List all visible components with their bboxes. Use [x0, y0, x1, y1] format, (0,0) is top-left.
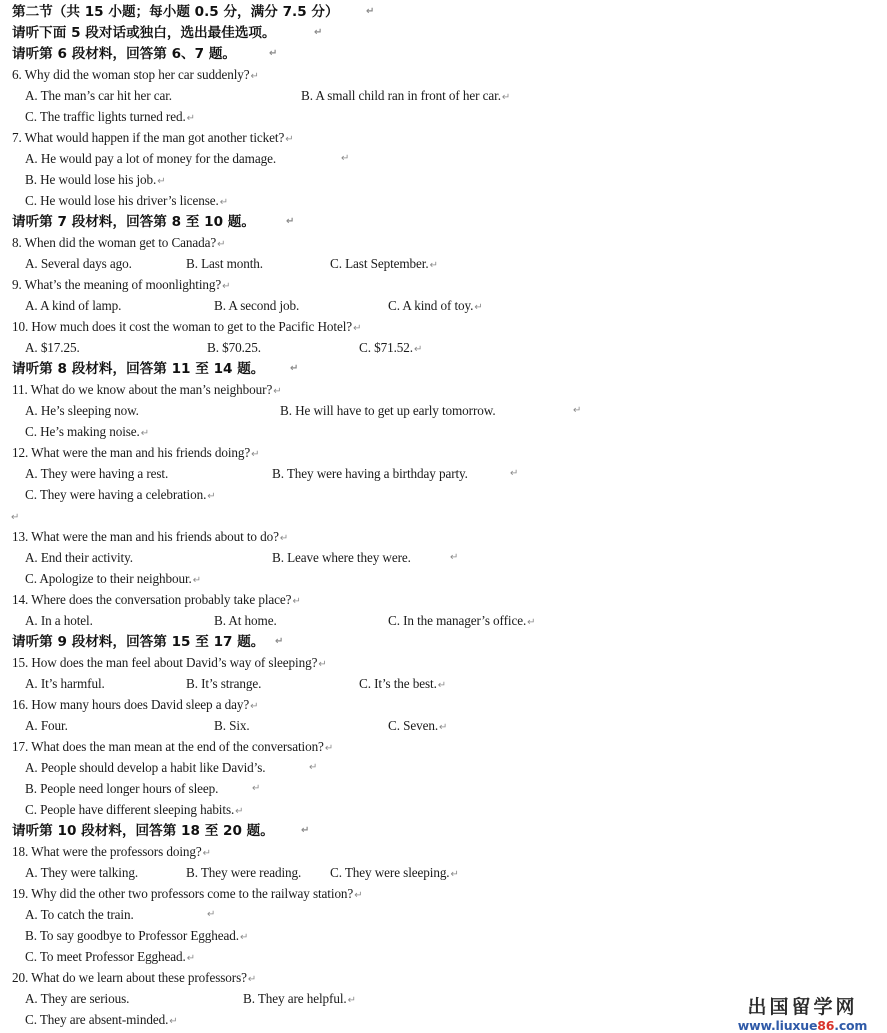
answer-option	[214, 717, 250, 735]
answer-option	[25, 486, 216, 506]
heading-text: 请听下面 5 段对话或独白，选出最佳选项。	[12, 25, 276, 41]
answer-option	[25, 864, 138, 882]
option-text: C. He would lose his driver’s license.	[25, 193, 219, 208]
question-stem	[12, 129, 294, 147]
question-text: 20. What do we learn about these professors?	[12, 970, 247, 985]
heading-text: 请听第 7 段材料，回答第 8 至 10 题。	[12, 214, 255, 230]
answer-options-row	[0, 717, 887, 735]
option-text: B. At home.	[214, 613, 277, 628]
answer-option	[186, 675, 261, 693]
question-stem	[12, 318, 361, 336]
heading-text: 请听第 8 段材料，回答第 11 至 14 题。	[12, 361, 265, 377]
paragraph-mark-icon: ↵	[292, 596, 301, 607]
answer-options-row	[0, 675, 887, 693]
paragraph-mark-icon: ↵	[250, 71, 259, 82]
answer-option	[388, 717, 447, 737]
paragraph-mark-icon: ↵	[251, 449, 260, 460]
paragraph-mark-icon: ↵	[140, 428, 150, 439]
answer-options-row	[0, 192, 887, 210]
paragraph-mark-icon: ↵	[324, 743, 334, 754]
answer-option	[25, 780, 218, 798]
paragraph-mark-icon: ↵	[186, 113, 195, 124]
question-text: 15. How does the man feel about David’s way of sleeping?	[12, 655, 318, 670]
option-text: C. A kind of toy.	[388, 298, 474, 313]
answer-option	[25, 549, 133, 567]
question-text: 16. How many hours does David sleep a day?	[12, 697, 250, 712]
answer-options-row	[0, 927, 887, 945]
option-text: C. He’s making noise.	[25, 424, 140, 439]
answer-options-row	[0, 150, 887, 168]
answer-option	[272, 549, 411, 567]
option-text: B. They are helpful.	[243, 991, 347, 1006]
paragraph-mark-icon: ↵	[273, 386, 282, 397]
section-heading	[12, 633, 284, 651]
paragraph-mark-icon: ↵	[202, 848, 211, 859]
question-text: 12. What were the man and his friends doing?	[12, 445, 251, 460]
answer-option	[25, 717, 68, 735]
question-stem	[12, 843, 211, 861]
paragraph-mark-icon: ↵	[318, 659, 327, 670]
option-text: C. The traffic lights turned red.	[25, 109, 186, 124]
paragraph-mark-icon: ↵	[11, 512, 20, 523]
answer-options-row	[0, 612, 887, 630]
answer-options-row	[0, 171, 887, 189]
section-heading	[12, 213, 295, 231]
option-text: B. It’s strange.	[186, 676, 262, 691]
option-text: C. Last September.	[330, 256, 429, 271]
option-text: A. He would pay a lot of money for the damage.	[25, 151, 277, 166]
answer-options-row	[0, 423, 887, 441]
question-text: 10. How much does it cost the woman to get to the Pacific Hotel?	[12, 319, 353, 334]
paragraph-mark-icon: ↵	[439, 722, 448, 733]
paragraph-mark-icon: ↵	[353, 323, 362, 334]
question-stem	[12, 654, 327, 672]
answer-options-row	[0, 402, 887, 420]
option-text: C. They were having a celebration.	[25, 487, 207, 502]
answer-options-row	[0, 486, 887, 504]
paragraph-mark-icon: ↵	[573, 405, 582, 416]
option-text: C. $71.52.	[359, 340, 413, 355]
answer-option	[25, 171, 166, 191]
answer-option	[388, 297, 483, 317]
paragraph-mark-icon: ↵	[314, 27, 323, 38]
option-text: B. $70.25.	[207, 340, 261, 355]
question-text: 9. What’s the meaning of moonlighting?	[12, 277, 222, 292]
answer-options-row	[0, 87, 887, 105]
heading-text: 第二节（共 15 小题；每小题 0.5 分，满分 7.5 分）	[12, 4, 339, 20]
blank-line	[10, 507, 19, 525]
section-heading	[12, 3, 375, 21]
option-text: B. To say goodbye to Professor Egghead.	[25, 928, 239, 943]
question-stem	[12, 885, 362, 903]
option-text: C. Apologize to their neighbour.	[25, 571, 192, 586]
answer-options-row	[0, 759, 887, 777]
option-text: B. A second job.	[214, 298, 300, 313]
paragraph-mark-icon: ↵	[269, 48, 278, 59]
answer-options-row	[0, 864, 887, 882]
question-text: 6. Why did the woman stop her car suddenly?	[12, 67, 250, 82]
question-stem	[12, 234, 225, 252]
answer-option	[207, 339, 261, 357]
option-text: B. Last month.	[186, 256, 263, 271]
question-text: 18. What were the professors doing?	[12, 844, 202, 859]
question-text: 8. When did the woman get to Canada?	[12, 235, 217, 250]
watermark-url-suffix: .com	[834, 1018, 868, 1033]
section-heading	[12, 822, 310, 840]
paragraph-mark-icon: ↵	[450, 869, 459, 880]
section-heading	[12, 45, 278, 63]
paragraph-mark-icon: ↵	[219, 197, 229, 208]
paragraph-mark-icon: ↵	[192, 575, 202, 586]
answer-option	[214, 297, 299, 315]
paragraph-mark-icon: ↵	[413, 344, 423, 355]
option-text: A. People should develop a habit like David’s.	[25, 760, 266, 775]
answer-options-row	[0, 549, 887, 567]
answer-options-row	[0, 801, 887, 819]
question-stem	[12, 738, 333, 756]
paragraph-mark-icon: ↵	[239, 932, 249, 943]
question-stem	[12, 66, 259, 84]
question-stem	[12, 696, 258, 714]
paragraph-mark-icon: ↵	[207, 491, 216, 502]
answer-option	[25, 948, 195, 968]
answer-option	[25, 927, 248, 947]
answer-option	[25, 108, 195, 128]
option-text: B. He would lose his job.	[25, 172, 157, 187]
answer-option	[280, 402, 496, 420]
paragraph-mark-icon: ↵	[366, 6, 375, 17]
question-text: 11. What do we know about the man’s neighbour?	[12, 382, 273, 397]
answer-options-row	[0, 297, 887, 315]
question-stem	[12, 969, 256, 987]
heading-text: 请听第 6 段材料，回答第 6、7 题。	[12, 46, 237, 62]
answer-option	[25, 906, 134, 924]
answer-options-row	[0, 108, 887, 126]
answer-option	[25, 423, 149, 443]
paragraph-mark-icon: ↵	[169, 1016, 178, 1027]
question-text: 17. What does the man mean at the end of the conversation?	[12, 739, 324, 754]
paragraph-mark-icon: ↵	[450, 552, 459, 563]
paragraph-mark-icon: ↵	[347, 995, 356, 1006]
answer-option	[25, 150, 276, 168]
paragraph-mark-icon: ↵	[217, 239, 226, 250]
option-text: B. He will have to get up early tomorrow.	[280, 403, 496, 418]
answer-option	[272, 465, 468, 483]
option-text: A. Several days ago.	[25, 256, 132, 271]
paragraph-mark-icon: ↵	[501, 92, 511, 103]
answer-option	[25, 759, 265, 777]
paragraph-mark-icon: ↵	[157, 176, 166, 187]
paragraph-mark-icon: ↵	[186, 953, 196, 964]
answer-option	[25, 801, 243, 821]
paragraph-mark-icon: ↵	[285, 134, 294, 145]
answer-option	[186, 255, 263, 273]
watermark-site-name: 出国留学网	[747, 996, 858, 1018]
answer-options-row	[0, 906, 887, 924]
answer-option	[25, 402, 139, 420]
answer-option	[25, 465, 168, 483]
paragraph-mark-icon: ↵	[354, 890, 363, 901]
answer-option	[243, 990, 356, 1010]
answer-option	[25, 570, 201, 590]
answer-option	[25, 1011, 178, 1031]
paragraph-mark-icon: ↵	[279, 533, 289, 544]
option-text: A. In a hotel.	[25, 613, 93, 628]
question-stem	[12, 444, 259, 462]
option-text: C. To meet Professor Egghead.	[25, 949, 186, 964]
answer-options-row	[0, 339, 887, 357]
answer-option	[359, 339, 422, 359]
option-text: C. People have different sleeping habits.	[25, 802, 235, 817]
question-stem	[12, 276, 230, 294]
option-text: A. $17.25.	[25, 340, 80, 355]
answer-option	[25, 675, 105, 693]
paragraph-mark-icon: ↵	[207, 909, 216, 920]
answer-option	[25, 297, 121, 315]
option-text: B. They were reading.	[186, 865, 302, 880]
heading-text: 请听第 10 段材料，回答第 18 至 20 题。	[12, 823, 274, 839]
answer-option	[330, 864, 459, 884]
paragraph-mark-icon: ↵	[235, 806, 244, 817]
option-text: C. They are absent-minded.	[25, 1012, 169, 1027]
option-text: C. They were sleeping.	[330, 865, 450, 880]
answer-option	[25, 612, 93, 630]
paragraph-mark-icon: ↵	[275, 636, 284, 647]
section-heading	[12, 360, 299, 378]
option-text: B. Six.	[214, 718, 250, 733]
option-text: A. Four.	[25, 718, 68, 733]
answer-option	[388, 612, 535, 632]
paragraph-mark-icon: ↵	[510, 468, 519, 479]
paragraph-mark-icon: ↵	[222, 281, 231, 292]
watermark-url	[735, 1018, 870, 1033]
question-text: 19. Why did the other two professors come to the railway station?	[12, 886, 354, 901]
option-text: A. It’s harmful.	[25, 676, 105, 691]
option-text: B. They were having a birthday party.	[272, 466, 468, 481]
question-text: 13. What were the man and his friends about to do?	[12, 529, 279, 544]
watermark-url-highlight: 86	[817, 1018, 835, 1033]
question-text: 7. What would happen if the man got another ticket?	[12, 130, 285, 145]
paragraph-mark-icon: ↵	[341, 153, 350, 164]
answer-options-row	[0, 255, 887, 273]
question-stem	[12, 591, 301, 609]
question-text: 14. Where does the conversation probably take place?	[12, 592, 292, 607]
answer-options-row	[0, 465, 887, 483]
option-text: A. End their activity.	[25, 550, 133, 565]
heading-text: 请听第 9 段材料，回答第 15 至 17 题。	[12, 634, 265, 650]
option-text: B. A small child ran in front of her car.	[301, 88, 501, 103]
option-text: C. It’s the best.	[359, 676, 437, 691]
paragraph-mark-icon: ↵	[437, 680, 447, 691]
answer-option	[25, 339, 80, 357]
answer-options-row	[0, 780, 887, 798]
option-text: A. They are serious.	[25, 991, 130, 1006]
option-text: C. In the manager’s office.	[388, 613, 527, 628]
paragraph-mark-icon: ↵	[247, 974, 257, 985]
option-text: A. They were talking.	[25, 865, 139, 880]
option-text: A. The man’s car hit her car.	[25, 88, 172, 103]
option-text: A. They were having a rest.	[25, 466, 169, 481]
answer-option	[25, 87, 172, 105]
paragraph-mark-icon: ↵	[301, 825, 310, 836]
answer-option	[214, 612, 277, 630]
paragraph-mark-icon: ↵	[527, 617, 536, 628]
paragraph-mark-icon: ↵	[290, 363, 299, 374]
answer-options-row	[0, 570, 887, 588]
paragraph-mark-icon: ↵	[309, 762, 318, 773]
answer-option	[301, 87, 510, 107]
question-stem	[12, 528, 288, 546]
answer-option	[359, 675, 446, 695]
section-heading	[12, 24, 323, 42]
site-watermark	[735, 996, 870, 1033]
paragraph-mark-icon: ↵	[429, 260, 438, 271]
answer-option	[25, 255, 132, 273]
answer-options-row	[0, 948, 887, 966]
answer-option	[25, 192, 228, 212]
option-text: A. To catch the train.	[25, 907, 134, 922]
option-text: C. Seven.	[388, 718, 439, 733]
paragraph-mark-icon: ↵	[474, 302, 483, 313]
question-stem	[12, 381, 281, 399]
paragraph-mark-icon: ↵	[252, 783, 261, 794]
watermark-url-prefix: www.liuxue	[737, 1018, 818, 1033]
option-text: A. He’s sleeping now.	[25, 403, 139, 418]
paragraph-mark-icon: ↵	[286, 216, 295, 227]
option-text: A. A kind of lamp.	[25, 298, 122, 313]
option-text: B. People need longer hours of sleep.	[25, 781, 219, 796]
paragraph-mark-icon: ↵	[250, 701, 259, 712]
answer-option	[330, 255, 438, 275]
answer-option	[186, 864, 301, 882]
option-text: B. Leave where they were.	[272, 550, 411, 565]
answer-option	[25, 990, 129, 1008]
